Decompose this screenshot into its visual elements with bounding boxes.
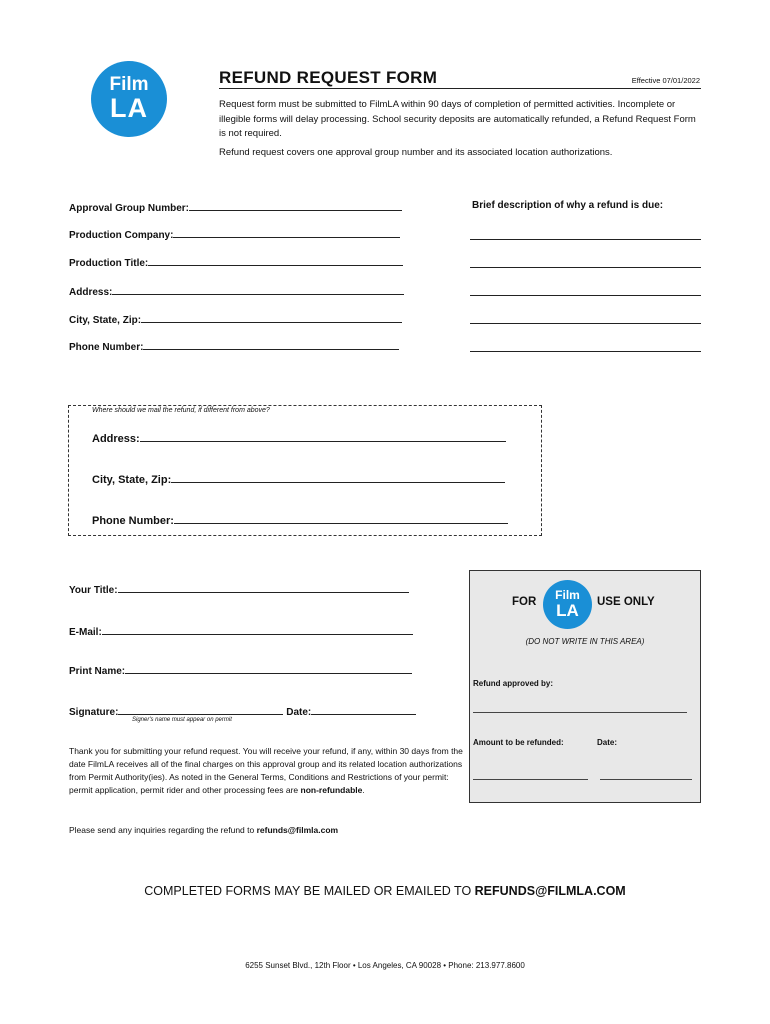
refund-reason-line[interactable] <box>470 351 701 352</box>
city-state-zip-input[interactable] <box>141 312 402 323</box>
signature-date-input[interactable] <box>311 704 416 715</box>
print-name-label: Print Name: <box>69 666 126 677</box>
city-state-zip-field[interactable] <box>69 312 402 326</box>
filmla-logo-small <box>543 580 592 629</box>
mailed-notice <box>0 884 770 898</box>
amount-refunded-label: Amount to be refunded: <box>473 738 564 747</box>
address-input[interactable] <box>112 284 404 295</box>
mailing-city-input[interactable] <box>171 471 505 483</box>
amount-refunded-line <box>473 779 588 780</box>
email-label: E-Mail: <box>69 627 102 638</box>
signature-field[interactable] <box>69 704 416 718</box>
city-state-zip-label: City, State, Zip: <box>69 315 142 326</box>
intro-coverage-note: Refund request covers one approval group number and its associated location authorizations. <box>219 147 613 158</box>
logo-small-line2: LA <box>556 601 579 620</box>
your-title-label: Your Title: <box>69 585 118 596</box>
address-field[interactable] <box>69 284 404 298</box>
refund-reason-line[interactable] <box>470 239 701 240</box>
production-company-field[interactable] <box>69 227 400 241</box>
phone-label: Phone Number: <box>69 342 144 353</box>
refund-reason-line[interactable] <box>470 295 701 296</box>
signature-input[interactable] <box>118 704 283 715</box>
production-title-field[interactable] <box>69 255 403 269</box>
signature-date-label: Date: <box>286 707 312 718</box>
email-input[interactable] <box>102 624 413 635</box>
office-for-label: FOR <box>512 596 537 608</box>
production-company-label: Production Company: <box>69 230 174 241</box>
thanks-paragraph <box>69 745 469 797</box>
thanks-end: . <box>362 785 365 795</box>
mailed-text: COMPLETED FORMS MAY BE MAILED OR EMAILED TO <box>144 884 475 898</box>
thanks-text: Thank you for submitting your refund request. You will receive your refund, if any, within 30 days from the date FilmLA receives all of the final charges on this approval group and its related location authorizations from Permit Authority(ies). As noted in the General Terms, Conditions and Restrictions of your permit: permit application, permit rider and other processing fees are <box>69 746 463 795</box>
mailing-city-field[interactable] <box>92 471 505 486</box>
refund-reason-line[interactable] <box>470 323 701 324</box>
production-title-input[interactable] <box>148 255 403 266</box>
signature-label: Signature: <box>69 707 119 718</box>
print-name-input[interactable] <box>125 663 412 674</box>
filmla-logo <box>91 61 167 137</box>
your-title-input[interactable] <box>118 582 409 593</box>
mailing-note: Where should we mail the refund, if different from above? <box>92 407 270 414</box>
production-company-input[interactable] <box>173 227 400 238</box>
your-title-field[interactable] <box>69 582 409 596</box>
intro-paragraph: Request form must be submitted to FilmLA within 90 days of completion of permitted activities. Incomplete or illegible forms will delay processing. School security deposits are automatically refunded, a Refund Request Form is not required. <box>219 99 696 139</box>
phone-input[interactable] <box>143 339 399 350</box>
production-title-label: Production Title: <box>69 258 149 269</box>
mailing-phone-input[interactable] <box>174 512 508 524</box>
mailing-address-label: Address: <box>92 433 140 445</box>
form-title: REFUND REQUEST FORM <box>219 68 438 87</box>
approval-group-input[interactable] <box>189 200 402 211</box>
inquiries-email-link[interactable]: refunds@filmla.com <box>256 825 339 835</box>
phone-field[interactable] <box>69 339 399 353</box>
approval-group-field[interactable] <box>69 200 402 214</box>
office-date-line <box>600 779 692 780</box>
office-use-only-label: USE ONLY <box>597 596 655 608</box>
refund-approved-label: Refund approved by: <box>473 679 554 688</box>
mailing-address-input[interactable] <box>140 430 506 442</box>
print-name-field[interactable] <box>69 663 412 677</box>
mailing-phone-field[interactable] <box>92 512 508 527</box>
office-date-label: Date: <box>597 738 618 747</box>
logo-small-line1: Film <box>555 588 580 602</box>
title-divider <box>219 88 701 89</box>
refund-reason-line[interactable] <box>470 267 701 268</box>
mailed-email-link[interactable]: REFUNDS@FILMLA.COM <box>474 884 626 898</box>
inquiries-text: Please send any inquiries regarding the refund to <box>69 825 257 835</box>
logo-line1: Film <box>109 74 149 95</box>
approval-group-label: Approval Group Number: <box>69 203 190 214</box>
signer-note: Signer's name must appear on permit <box>132 717 232 723</box>
effective-date: Effective 07/01/2022 <box>631 76 700 85</box>
refund-approved-line <box>473 712 687 713</box>
footer-address: 6255 Sunset Blvd., 12th Floor • Los Angeles, CA 90028 • Phone: 213.977.8600 <box>245 961 525 970</box>
do-not-write-note: (DO NOT WRITE IN THIS AREA) <box>525 637 645 646</box>
mailing-address-field[interactable] <box>92 430 506 445</box>
mailing-city-label: City, State, Zip: <box>92 474 172 486</box>
non-refundable-text: non-refundable <box>300 785 363 795</box>
logo-line2: LA <box>110 93 148 123</box>
inquiries-line <box>69 825 338 835</box>
refund-reason-label: Brief description of why a refund is due: <box>472 200 664 211</box>
mailing-phone-label: Phone Number: <box>92 515 174 527</box>
email-field[interactable] <box>69 624 413 638</box>
address-label: Address: <box>69 287 113 298</box>
